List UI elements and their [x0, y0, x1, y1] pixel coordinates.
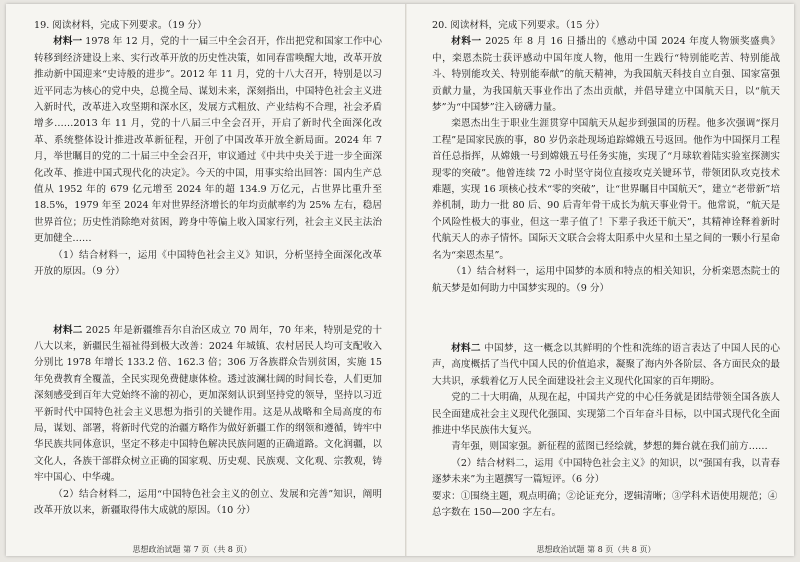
- q20-material-2-text: 中国梦，这一概念以其鲜明的个性和洗练的语言表达了中国人民的心声，高度概括了当代中国人民的价值追求，凝聚了海内外各阶层、各方面民众的最大共识，承载着亿万人民全面建设社会主义现代化国家的百年期盼。: [432, 342, 780, 387]
- q19-material-1-label: 材料一: [53, 36, 83, 48]
- q19-material-2-label: 材料二: [53, 324, 83, 336]
- page-7: [34, 18, 382, 519]
- q20-material-1-paragraph-2: 栾恩杰出生于职业生涯贯穿中国航天从起步到强国的历程。他多次强调“探月工程”是国家民族的事，80 岁仍亲赴现场追踪嫦娥五号返回。他作为中国探月工程首任总指挥，从嫦娥一号到嫦娥五号任务实施，实现了“月球软着陆实验室探测实现零的突破”。他曾连续 72 小时坚守岗位直接攻克关键环节，带领团队攻克技术难题，实现 16 项核心技术“零的突破”，让“世界瞩目中国航天”，建立“老带新”培养机制，助力一批 80 后、90 后青年骨干成长为航天事业骨干。他常说，“航天是个风险性极大的事业，但这一辈子值了！下辈子我还干航天”，其精神诠释着新时代航天人的赤子情怀。国际天文联合会将太阳系中火星和土星之间的一颗小行星命名为“栾恩杰星”。: [432, 118, 780, 261]
- exam-sheet: [6, 4, 794, 556]
- q20-requirements: 要求：①围绕主题，观点明确；②论证充分，逻辑清晰；③学科术语使用规范；④总字数在 150—200 字左右。: [432, 490, 778, 518]
- q20-material-1-text: 2025 年 8 月 16 日播出的《感动中国 2024 年度人物颁奖盛典》中，栾恩杰院士获评感动中国年度人物，他用一生践行“特别能吃苦、特别能战斗、特别能攻关、特别能奉献”的航天精神，为我国航天科技自立自强、国家富强贡献力量，为我国航天事业作出了杰出贡献，并倡导建立中国航天日，以“航天梦”为“中国梦”注入磅礴力量。: [432, 36, 780, 114]
- q20-material-2: [432, 341, 780, 390]
- q20-task-1: （1）结合材料一，运用中国梦的本质和特点的相关知识，分析栾恩杰院士的航天梦是如何助力中国梦实现的。（9 分）: [432, 266, 780, 294]
- q20-material-2-paragraph-2: 党的二十大明确，从现在起，中国共产党的中心任务就是团结带领全国各族人民全面建成社会主义现代化强国、实现第二个百年奋斗目标，以中国式现代化全面推进中华民族伟大复兴。: [432, 392, 780, 436]
- q20-material-1-label: 材料一: [451, 36, 482, 48]
- question-19-title: 19. 阅读材料，完成下列要求。（19 分）: [34, 20, 207, 31]
- page-7-footer: 思想政治试题 第 7 页（共 8 页）: [132, 545, 252, 554]
- q19-task-1: （1）结合材料一，运用《中国特色社会主义》知识，分析坚持全面深化改革开放的原因。（9 分）: [34, 249, 382, 278]
- q19-material-1-text: 1978 年 12 月，党的十一届三中全会召开，作出把党和国家工作中心转移到经济建设上来、实行改革开放的历史性决策，如同春雷唤醒大地，改革开放推动新中国迎来“史诗般的进步”。2012 年 11 月，党的十八大召开，特别是以习近平同志为核心的党中央，总揽全局、谋划未来，深刻指出，中国特色社会主义进入新时代，改革进入攻坚期和深水区，发展方式粗放、产业结构不合理，社会矛盾增多……2013 年 11 月，党的十八届三中全会召开，开启了新时代全面深化改革、系统整体设计推进改革新征程，开创了中国改革开放全新局面。2024 年 7 月，举世瞩目的党的二十届三中全会召开，审议通过《中共中央关于进一步全面深化改革、推进中国式现代化的决定》。今天的中国，用事实给出回答：国内生产总值从 1952 年的 679 亿元增至 2024 年的超 134.9 万亿元，占世界比重升至 18.5%，1979 年至 2024 年对世界经济增长的年均贡献率约为 25% 左右，稳居世界首位；历史性消除绝对贫困，跨身中等偏上收入国家行列，社会主义民主法治更加健全……: [34, 36, 382, 245]
- answer-space: [432, 297, 780, 341]
- q20-task-2: （2）结合材料二，运用《中国特色社会主义》的知识，以“强国有我，以青春逐梦未来”为主题撰写一篇短评。（6 分）: [432, 457, 780, 486]
- q19-material-1: [34, 34, 382, 247]
- page-8-footer: 思想政治试题 第 8 页（共 8 页）: [536, 545, 656, 554]
- q19-task-2: （2）结合材料二，运用“中国特色社会主义的创立、发展和完善”知识，阐明改革开放以来，新疆取得伟大成就的原因。（10 分）: [34, 488, 382, 516]
- q20-material-2-paragraph-3: 青年强，则国家强。新征程的蓝图已经绘就，梦想的舞台就在我们前方……: [451, 441, 768, 453]
- q20-material-2-label: 材料二: [451, 342, 481, 354]
- page-fold: [405, 4, 407, 556]
- q20-material-1: [432, 34, 780, 116]
- question-20-title: 20. 阅读材料，完成下列要求。（15 分）: [432, 20, 605, 31]
- answer-space: [34, 281, 382, 323]
- page-8: [432, 18, 780, 521]
- q19-material-2-text: 2025 年是新疆维吾尔自治区成立 70 周年，70 年来，特别是党的十八大以来，新疆民生福祉得到极大改善：2024 年城镇、农村居民人均可支配收入分别比 1978 年增长 133.2 倍、162.3 倍；306 万各族群众告别贫困，实施 15 年免费教育全覆盖，全民实现免费健康体检。透过波澜壮阔的时间长卷，人们更加深刻感受到百年大党始终不渝的初心，更加深刻认识到坚持党的领导，坚持以习近平新时代中国特色社会主义思想为指引的关键作用。这是从战略和全局高度的布局，谋划、部署，将新时代党的治疆方略作为做好新疆工作的纲领和遵循，铸牢中华民族共同体意识，坚定不移走中国特色解决民族问题的正确道路。文化润疆，以文化人，各族干部群众树立正确的国家观、历史观、民族观、文化观、宗教观，铸牢中国心、中华魂。: [34, 324, 382, 484]
- q19-material-2: [34, 323, 382, 487]
